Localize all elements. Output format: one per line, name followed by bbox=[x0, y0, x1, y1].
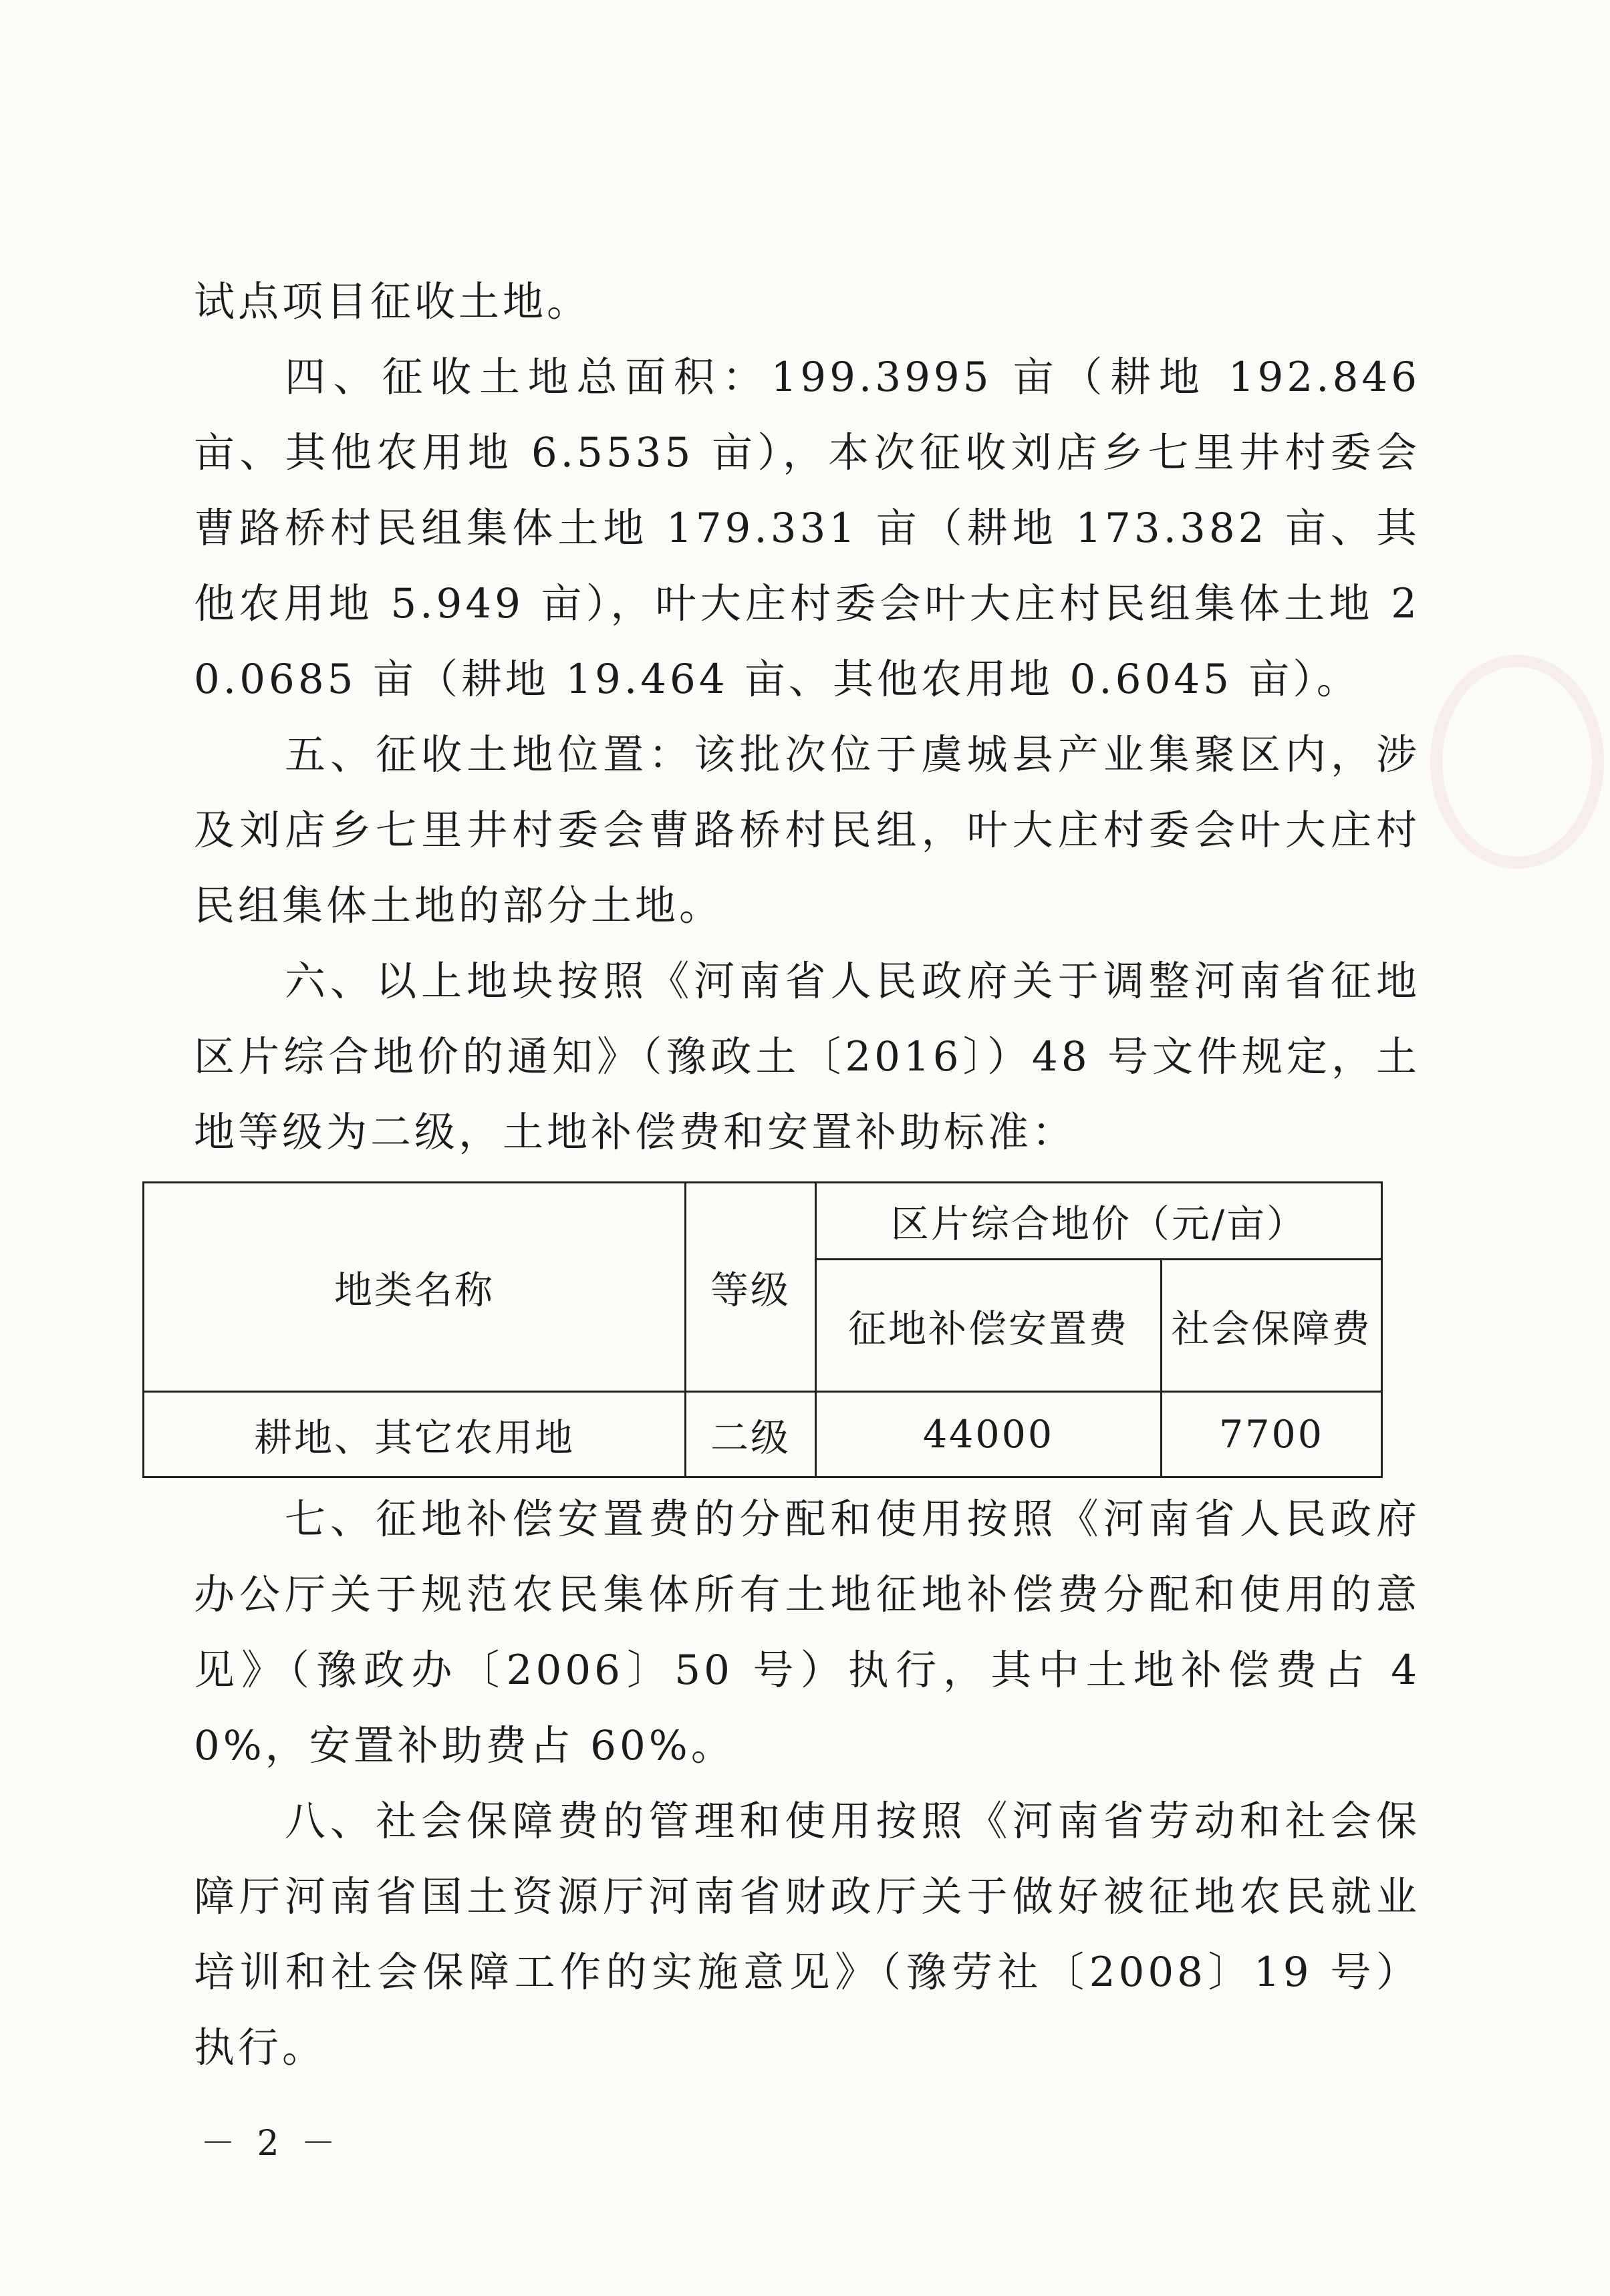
table-header-land-type: 地类名称 bbox=[144, 1183, 686, 1392]
document-body bbox=[194, 264, 1420, 2086]
table-row bbox=[144, 1392, 1382, 1477]
table-header-group: 区片综合地价（元/亩） bbox=[816, 1183, 1382, 1260]
faded-seal-mark bbox=[1430, 655, 1604, 869]
paragraph-continuation: 试点项目征收土地。 bbox=[194, 278, 591, 325]
paragraph-section-four: 四、征收土地总面积：199.3995 亩（耕地 192.846 亩、其他农用地 6.5535 亩），本次征收刘店乡七里井村委会曹路桥村民组集体土地 179.331 亩（耕地 173.382 亩、其他农用地 5.949 亩），叶大庄村委会叶大庄村民组集体土地 20.0685 亩（耕地 19.464 亩、其他农用地 0.6045 亩）。 bbox=[194, 353, 1420, 703]
paragraph-section-six: 六、以上地块按照《河南省人民政府关于调整河南省征地区片综合地价的通知》（豫政土〔2016〕）48 号文件规定，土地等级为二级，土地补偿费和安置补助标准： bbox=[194, 958, 1420, 1156]
table-header-social-security: 社会保障费 bbox=[1162, 1260, 1382, 1392]
table-header-grade: 等级 bbox=[686, 1183, 816, 1392]
table-header-row bbox=[144, 1183, 1382, 1260]
paragraph-section-five: 五、征收土地位置：该批次位于虞城县产业集聚区内，涉及刘店乡七里井村委会曹路桥村民组，叶大庄村委会叶大庄村民组集体土地的部分土地。 bbox=[194, 731, 1420, 929]
table-header-compensation: 征地补偿安置费 bbox=[816, 1260, 1162, 1392]
table-cell-land-type: 耕地、其它农用地 bbox=[144, 1392, 686, 1477]
paragraph-section-eight: 八、社会保障费的管理和使用按照《河南省劳动和社会保障厅河南省国土资源厅河南省财政厅关于做好被征地农民就业培训和社会保障工作的实施意见》（豫劳社〔2008〕19 号）执行。 bbox=[194, 1798, 1420, 2071]
land-price-table bbox=[142, 1181, 1383, 1478]
table-cell-compensation: 44000 bbox=[816, 1392, 1162, 1477]
page-number: － 2 － bbox=[200, 2124, 342, 2164]
table-cell-grade: 二级 bbox=[686, 1392, 816, 1477]
table-cell-social-security: 7700 bbox=[1162, 1392, 1382, 1477]
paragraph-section-seven: 七、征地补偿安置费的分配和使用按照《河南省人民政府办公厅关于规范农民集体所有土地征地补偿费分配和使用的意见》（豫政办〔2006〕50 号）执行，其中土地补偿费占 40%，安置补助费占 60%。 bbox=[194, 1495, 1420, 1769]
